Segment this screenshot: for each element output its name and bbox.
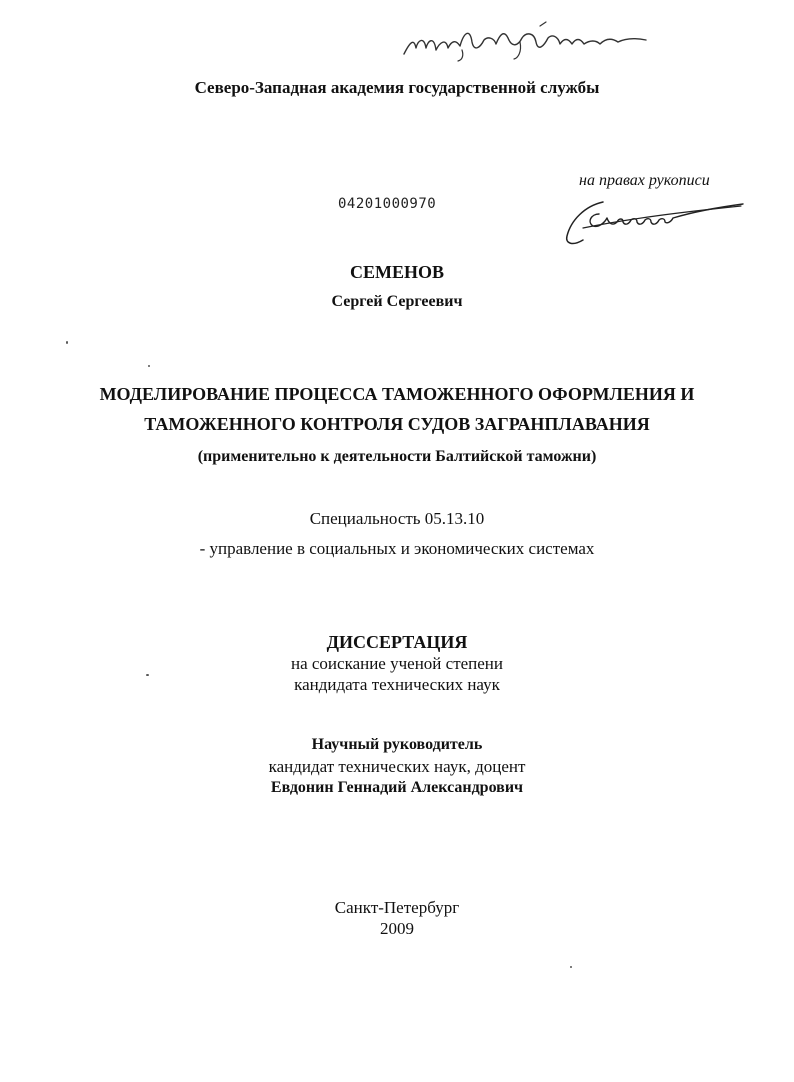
title-line-2: ТАМОЖЕННОГО КОНТРОЛЯ СУДОВ ЗАГРАНПЛАВАНИЯ [144,414,650,434]
author-given-names: Сергей Сергеевич [331,293,463,310]
work-type: ДИССЕРТАЦИЯ [326,632,468,652]
author-surname: СЕМЕНОВ [349,262,444,282]
registration-number: 04201000970 [338,196,437,212]
year: 2009 [380,919,414,938]
manuscript-note: на правах рукописи [579,172,710,189]
scan-speck [570,966,572,968]
degree-line-2: кандидата технических наук [294,675,500,694]
scan-speck [66,341,68,344]
handwritten-note [400,12,650,62]
title-line-1: МОДЕЛИРОВАНИЕ ПРОЦЕССА ТАМОЖЕННОГО ОФОРМЛЕНИЯ И [99,384,695,404]
institution-name: Северо-Западная академия государственной службы [194,78,600,97]
scan-speck [148,365,150,367]
degree-line-1: на соискание ученой степени [290,654,504,673]
specialty-description: - управление в социальных и экономических системах [199,539,595,558]
city: Санкт-Петербург [334,898,460,917]
supervisor-credentials: кандидат технических наук, доцент [268,757,526,776]
supervisor-name: Евдонин Геннадий Александрович [270,779,524,796]
scan-speck [146,674,149,676]
specialty-code: Специальность 05.13.10 [309,509,485,528]
signature [563,192,748,250]
title-subtitle: (применительно к деятельности Балтийской таможни) [197,448,597,465]
supervisor-heading: Научный руководитель [311,736,483,753]
